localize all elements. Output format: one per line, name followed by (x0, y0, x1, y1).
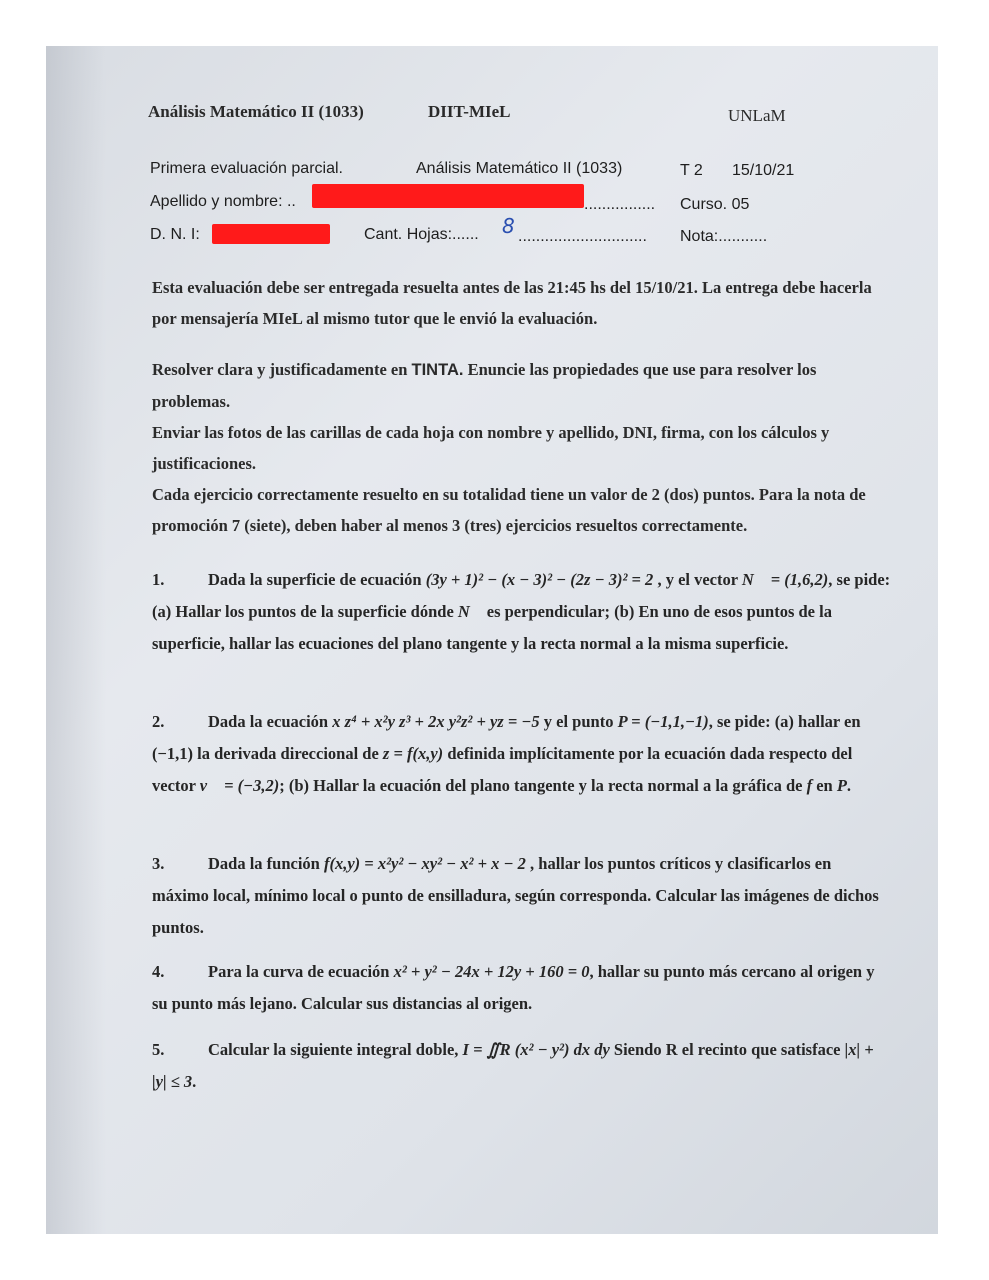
header-university: UNLaM (728, 106, 786, 125)
exercise-text: Dada la superficie de ecuación (208, 570, 426, 589)
exercise-text: Dada la función (208, 854, 324, 873)
equation: x z⁴ + x²y z³ + 2x y²z² + yz = −5 (332, 712, 540, 731)
hojas-dots: ............................. (518, 228, 647, 245)
instruction-deadline (152, 272, 892, 334)
exercise-text: y el punto (539, 712, 618, 731)
exercise-text: , se pide: (a) hallar en (−1,1) la derivada direccional de (152, 712, 861, 763)
equation: f(x,y) = x²y² − xy² − x² + x − 2 (323, 854, 526, 873)
exercise-number: 5. (152, 1040, 165, 1059)
paper-photo (46, 46, 938, 1234)
name-label: Apellido y nombre: .. (150, 193, 296, 210)
hojas-handwritten-value: 8 (502, 214, 515, 238)
hojas-label: Cant. Hojas:...... (364, 226, 479, 243)
exercise-text: . (192, 1072, 197, 1091)
exercise-text: en (812, 776, 837, 795)
exercise-4 (152, 956, 892, 1020)
exercise-text: definida implícitamente por la ecuación dada respecto del vector (152, 744, 853, 795)
exercise-text: Para la curva de ecuación (208, 962, 394, 981)
instruction-scoring: Cada ejercicio correctamente resuelto en su totalidad tiene un valor de 2 (dos) puntos. Para la nota de promoción 7 (siete), deben haber al menos 3 (tres) ejercicios resueltos correctamente. (152, 485, 866, 535)
vector-n: N⃗ = (1,6,2) (741, 570, 829, 589)
equation: (3y + 1)² − (x − 3)² − (2z − 3)² = 2 (425, 570, 654, 589)
exercise-text: ; (b) Hallar la ecuación del plano tangente y la recta normal a la gráfica de (279, 776, 807, 795)
function-f: f (806, 776, 813, 795)
exercise-number: 1. (152, 570, 165, 589)
nota-label: Nota:........... (680, 228, 768, 245)
exercise-text: , hallar los puntos críticos y clasificarlos en máximo local, mínimo local o punto de ensilladura, según corresponda. Calcular las imágenes de dichos puntos. (152, 854, 879, 937)
exercise-2 (152, 706, 892, 802)
paper-shadow (46, 46, 106, 1234)
dni-redaction (212, 224, 330, 244)
exercise-text: . (846, 776, 852, 795)
exercise-5 (152, 1034, 892, 1098)
name-dots: ................ (584, 196, 656, 213)
exercise-text: Calcular la siguiente integral doble, (208, 1040, 463, 1059)
function-z: z = f(x,y) (382, 744, 444, 763)
point-p: P (836, 776, 847, 795)
exercise-number: 4. (152, 962, 165, 981)
dni-label: D. N. I: (150, 226, 200, 243)
region-condition: |x| + |y| ≤ 3 (152, 1040, 874, 1091)
integral: I = ∬R (x² − y²) dx dy (462, 1040, 610, 1059)
exercise-number: 3. (152, 854, 165, 873)
point-p: P = (−1,1,−1) (617, 712, 709, 731)
topic-label: T 2 (680, 162, 703, 179)
vector-v: v⃗ = (−3,2) (199, 776, 280, 795)
exercise-1 (152, 564, 892, 660)
exam-title: Primera evaluación parcial. (150, 160, 343, 177)
exercise-text: , y el vector (653, 570, 742, 589)
header-course: Análisis Matemático II (1033) (148, 102, 364, 121)
exercise-text: es perpendicular; (b) En uno de esos puntos de la superficie, hallar las ecuaciones del plano tangente y la recta normal a la misma superficie. (152, 602, 832, 653)
exam-date: 15/10/21 (732, 162, 795, 179)
form-row-title (150, 160, 343, 178)
instruction-block (152, 354, 892, 541)
instruction-deadline-text: Esta evaluación debe ser entregada resuelta antes de las 21:45 hs del 15/10/21. La entrega debe hacerla por mensajería MIeL al mismo tutor que le envió la evaluación. (152, 278, 872, 328)
exercise-number: 2. (152, 712, 165, 731)
equation: x² + y² − 24x + 12y + 160 = 0 (393, 962, 590, 981)
curso-label: Curso. 05 (680, 196, 750, 213)
ink-text-c: Enuncie las propiedades que use para resolver los problemas. (152, 360, 817, 411)
ink-word: TINTA. (411, 361, 464, 379)
instruction-photos: Enviar las fotos de las carillas de cada hoja con nombre y apellido, DNI, firma, con los cálculos y justificaciones. (152, 423, 830, 473)
vector-n: N⃗ (457, 602, 483, 621)
ink-text-a: Resolver clara y justificadamente en (152, 360, 412, 379)
subject-label: Análisis Matemático II (1033) (416, 160, 623, 177)
exercise-text: Siendo R el recinto que satisface (609, 1040, 845, 1059)
instruction-ink (152, 354, 892, 417)
exercise-text: , hallar su punto más cercano al origen y su punto más lejano. Calcular sus distancias al origen. (152, 962, 875, 1013)
exercise-text: , se pide: (a) Hallar los puntos de la superficie dónde (152, 570, 891, 621)
exercise-3 (152, 848, 892, 944)
header-dept: DIIT-MIeL (428, 102, 511, 121)
exercise-text: Dada la ecuación (208, 712, 333, 731)
name-redaction (312, 184, 584, 208)
